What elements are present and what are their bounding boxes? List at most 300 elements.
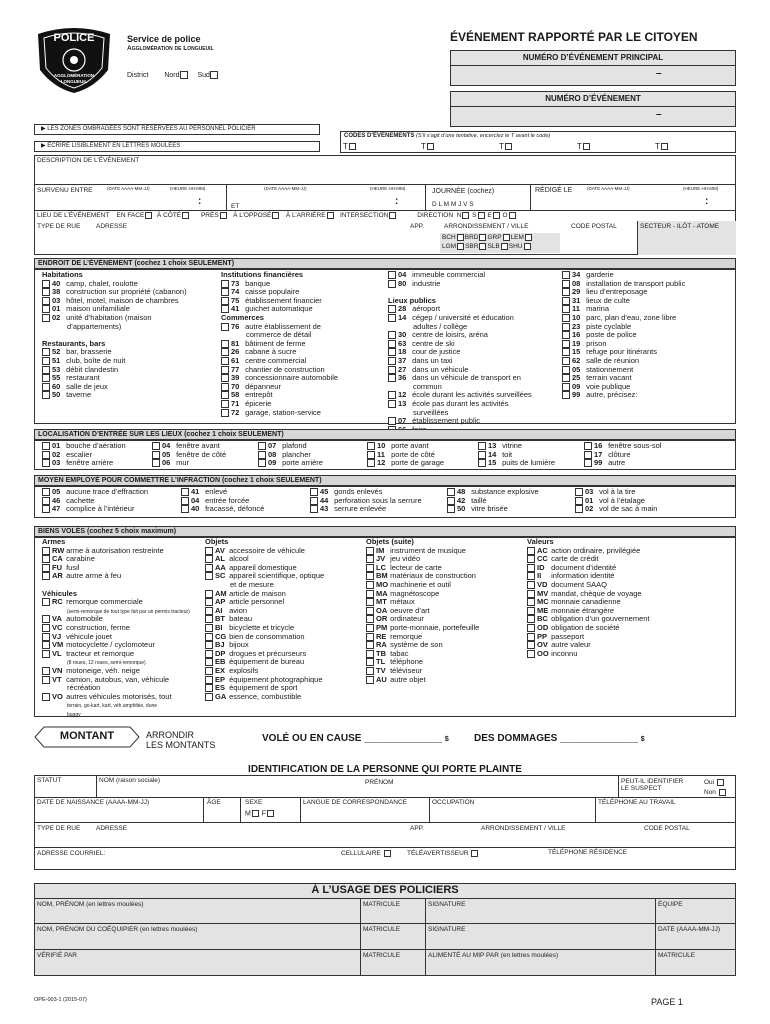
checkbox[interactable] bbox=[562, 323, 570, 331]
checkbox[interactable] bbox=[527, 581, 535, 589]
option-ex[interactable]: EX explosifs bbox=[205, 667, 324, 676]
checkbox[interactable] bbox=[562, 271, 570, 279]
checkbox[interactable] bbox=[367, 442, 375, 450]
checkbox[interactable] bbox=[527, 650, 535, 658]
option-51[interactable]: 51 club, boîte de nuit bbox=[42, 357, 187, 366]
checkbox[interactable] bbox=[221, 374, 229, 382]
option-ca[interactable]: CA carabine bbox=[42, 555, 190, 564]
option-12[interactable]: 12 porte de garage bbox=[367, 459, 444, 468]
option-55[interactable]: 55 restaurant bbox=[42, 374, 187, 383]
checkbox[interactable] bbox=[388, 366, 396, 374]
dommages-field[interactable]: DES DOMMAGES ____________________ $ bbox=[474, 733, 645, 744]
checkbox[interactable] bbox=[584, 451, 592, 459]
checkbox[interactable] bbox=[388, 374, 396, 382]
checkbox[interactable] bbox=[562, 391, 570, 399]
sexe-options[interactable]: M F bbox=[245, 810, 275, 817]
checkbox[interactable] bbox=[527, 590, 535, 598]
option-77[interactable]: 77 chantier de construction bbox=[221, 366, 338, 375]
option-bm[interactable]: BM matériaux de construction bbox=[366, 572, 479, 581]
option-13[interactable]: 13 école pas durant les activités bbox=[388, 400, 532, 409]
option-ov[interactable]: OV autre valeur bbox=[527, 641, 650, 650]
option-60[interactable]: 60 salle de jeux bbox=[42, 383, 187, 392]
checkbox[interactable] bbox=[367, 451, 375, 459]
checkbox[interactable] bbox=[478, 442, 486, 450]
checkbox[interactable] bbox=[527, 572, 535, 580]
option-06[interactable]: 06 mur bbox=[152, 459, 226, 468]
option-bj[interactable]: BJ bijoux bbox=[205, 641, 324, 650]
checkbox[interactable] bbox=[42, 667, 50, 675]
checkbox[interactable] bbox=[527, 633, 535, 641]
checkbox[interactable] bbox=[42, 391, 50, 399]
option-me[interactable]: ME monnaie étrangère bbox=[527, 607, 650, 616]
option-70[interactable]: 70 dépanneur bbox=[221, 383, 338, 392]
checkbox[interactable] bbox=[42, 374, 50, 382]
checkbox[interactable] bbox=[366, 555, 374, 563]
checkbox[interactable] bbox=[366, 581, 374, 589]
code-slot-4[interactable]: T bbox=[577, 142, 591, 151]
checkbox[interactable] bbox=[205, 641, 213, 649]
checkbox[interactable] bbox=[575, 505, 583, 513]
option-81[interactable]: 81 bâtiment de ferme bbox=[221, 340, 338, 349]
code-slot-3[interactable]: T bbox=[499, 142, 513, 151]
checkbox[interactable] bbox=[42, 288, 50, 296]
checkbox[interactable] bbox=[366, 658, 374, 666]
checkbox[interactable] bbox=[366, 590, 374, 598]
option-23[interactable]: 23 piste cyclable bbox=[562, 323, 685, 332]
checkbox[interactable] bbox=[42, 297, 50, 305]
suspect-oui[interactable]: Oui bbox=[704, 779, 725, 786]
checkbox[interactable] bbox=[584, 459, 592, 467]
option-02[interactable]: 02 vol de sac à main bbox=[575, 505, 657, 514]
option-10[interactable]: 10 porte avant bbox=[367, 442, 444, 451]
cellulaire-option[interactable]: CELLULAIRE bbox=[341, 850, 392, 857]
checkbox[interactable] bbox=[205, 564, 213, 572]
checkbox[interactable] bbox=[221, 383, 229, 391]
checkbox[interactable] bbox=[42, 314, 50, 322]
event-number-box[interactable]: NUMÉRO D’ÉVÉNEMENT – bbox=[450, 91, 736, 127]
option-11[interactable]: 11 marina bbox=[562, 305, 685, 314]
checkbox[interactable] bbox=[221, 391, 229, 399]
option-73[interactable]: 73 banque bbox=[221, 280, 338, 289]
checkbox[interactable] bbox=[42, 348, 50, 356]
sud-checkbox[interactable] bbox=[210, 71, 218, 79]
option-15[interactable]: 15 puits de lumière bbox=[478, 459, 555, 468]
option-lc[interactable]: LC lecteur de carte bbox=[366, 564, 479, 573]
option-44[interactable]: 44 perforation sous la serrure bbox=[310, 497, 422, 506]
option-25[interactable]: 25 terrain vacant bbox=[562, 374, 685, 383]
checkbox[interactable] bbox=[221, 409, 229, 417]
checkbox[interactable] bbox=[366, 598, 374, 606]
checkbox[interactable] bbox=[42, 459, 50, 467]
option-av[interactable]: AV accessoire de véhicule bbox=[205, 547, 324, 556]
checkbox[interactable] bbox=[527, 547, 535, 555]
option-vd[interactable]: VD document SAAQ bbox=[527, 581, 650, 590]
option-dp[interactable]: DP drogues et précurseurs bbox=[205, 650, 324, 659]
option-04[interactable]: 04 fenêtre avant bbox=[152, 442, 226, 451]
option-pm[interactable]: PM porte-monnaie, portefeuille bbox=[366, 624, 479, 633]
option-al[interactable]: AL alcool bbox=[205, 555, 324, 564]
option-61[interactable]: 61 centre commercial bbox=[221, 357, 338, 366]
checkbox[interactable] bbox=[584, 442, 592, 450]
option-80[interactable]: 80 industrie bbox=[388, 280, 532, 289]
option-es[interactable]: ES équipement de sport bbox=[205, 684, 324, 693]
checkbox[interactable] bbox=[527, 598, 535, 606]
checkbox[interactable] bbox=[562, 331, 570, 339]
checkbox[interactable] bbox=[562, 280, 570, 288]
checkbox[interactable] bbox=[258, 442, 266, 450]
checkbox[interactable] bbox=[205, 667, 213, 675]
checkbox[interactable] bbox=[42, 357, 50, 365]
checkbox[interactable] bbox=[42, 615, 50, 623]
checkbox[interactable] bbox=[447, 505, 455, 513]
suspect-non[interactable]: Non bbox=[704, 789, 727, 796]
option-od[interactable]: OD obligation de société bbox=[527, 624, 650, 633]
option-50[interactable]: 50 vitre brisée bbox=[447, 505, 539, 514]
option-ma[interactable]: MA magnétoscope bbox=[366, 590, 479, 599]
checkbox[interactable] bbox=[205, 693, 213, 701]
checkbox[interactable] bbox=[562, 305, 570, 313]
checkbox[interactable] bbox=[42, 488, 50, 496]
event-codes-box[interactable]: CODES D’ÉVÉNEMENTS (S’il s’agit d’une tentative, encerclez le T avant le code) T T T T T bbox=[340, 131, 736, 153]
option-vj[interactable]: VJ véhicule jouet bbox=[42, 633, 190, 642]
checkbox[interactable] bbox=[205, 615, 213, 623]
option-37[interactable]: 37 dans un taxi bbox=[388, 357, 532, 366]
checkbox[interactable] bbox=[527, 555, 535, 563]
checkbox[interactable] bbox=[205, 650, 213, 658]
checkbox[interactable] bbox=[42, 693, 50, 701]
option-ga[interactable]: GA essence, combustible bbox=[205, 693, 324, 702]
checkbox[interactable] bbox=[562, 297, 570, 305]
checkbox[interactable] bbox=[367, 459, 375, 467]
checkbox[interactable] bbox=[258, 451, 266, 459]
option-sc[interactable]: SC appareil scientifique, optique bbox=[205, 572, 324, 581]
checkbox[interactable] bbox=[221, 400, 229, 408]
checkbox[interactable] bbox=[152, 459, 160, 467]
option-am[interactable]: AM article de maison bbox=[205, 590, 324, 599]
option-aa[interactable]: AA appareil domestique bbox=[205, 564, 324, 573]
option-mt[interactable]: MT métaux bbox=[366, 598, 479, 607]
vole-field[interactable]: VOLÉ OU EN CAUSE ____________________ $ bbox=[262, 733, 449, 744]
option-oa[interactable]: OA oeuvre d’art bbox=[366, 607, 479, 616]
option-ap[interactable]: AP article personnel bbox=[205, 598, 324, 607]
option-76[interactable]: 76 autre établissement de bbox=[221, 323, 338, 332]
option-41[interactable]: 41 enlevé bbox=[181, 488, 264, 497]
checkbox[interactable] bbox=[388, 340, 396, 348]
option-05[interactable]: 05 stationnement bbox=[562, 366, 685, 375]
option-vl[interactable]: VL tracteur et remorque bbox=[42, 650, 190, 659]
option-17[interactable]: 17 clôture bbox=[584, 451, 661, 460]
checkbox[interactable] bbox=[388, 331, 396, 339]
checkbox[interactable] bbox=[562, 357, 570, 365]
option-bt[interactable]: BT bateau bbox=[205, 615, 324, 624]
option-14[interactable]: 14 cégep / université et éducation bbox=[388, 314, 532, 323]
option-15[interactable]: 15 refuge pour itinérants bbox=[562, 348, 685, 357]
option-72[interactable]: 72 garage, station-service bbox=[221, 409, 338, 418]
option-18[interactable]: 18 cour de justice bbox=[388, 348, 532, 357]
checkbox[interactable] bbox=[366, 615, 374, 623]
option-99[interactable]: 99 autre bbox=[584, 459, 661, 468]
option-12[interactable]: 12 école durant les activités surveillées bbox=[388, 391, 532, 400]
checkbox[interactable] bbox=[181, 505, 189, 513]
checkbox[interactable] bbox=[205, 555, 213, 563]
checkbox[interactable] bbox=[527, 624, 535, 632]
checkbox[interactable] bbox=[310, 497, 318, 505]
option-ai[interactable]: AI avion bbox=[205, 607, 324, 616]
checkbox[interactable] bbox=[366, 607, 374, 615]
checkbox[interactable] bbox=[562, 348, 570, 356]
option-14[interactable]: 14 toit bbox=[478, 451, 555, 460]
option-04[interactable]: 04 immeuble commercial bbox=[388, 271, 532, 280]
checkbox[interactable] bbox=[221, 357, 229, 365]
option-mc[interactable]: MC monnaie canadienne bbox=[527, 598, 650, 607]
checkbox[interactable] bbox=[388, 271, 396, 279]
checkbox[interactable] bbox=[388, 391, 396, 399]
checkbox[interactable] bbox=[42, 624, 50, 632]
option-16[interactable]: 16 fenêtre sous-sol bbox=[584, 442, 661, 451]
code-slot-1[interactable]: T bbox=[343, 142, 357, 151]
option-im[interactable]: IM instrument de musique bbox=[366, 547, 479, 556]
option-99[interactable]: 99 autre, précisez: bbox=[562, 391, 685, 400]
checkbox[interactable] bbox=[42, 366, 50, 374]
option-07[interactable]: 07 établissement public bbox=[388, 417, 532, 426]
option-vc[interactable]: VC construction, ferme bbox=[42, 624, 190, 633]
checkbox[interactable] bbox=[366, 547, 374, 555]
option-oo[interactable]: OO inconnu bbox=[527, 650, 650, 659]
checkbox[interactable] bbox=[366, 564, 374, 572]
option-40[interactable]: 40 fracassé, défoncé bbox=[181, 505, 264, 514]
checkbox[interactable] bbox=[527, 641, 535, 649]
option-08[interactable]: 08 plancher bbox=[258, 451, 323, 460]
option-13[interactable]: 13 vitrine bbox=[478, 442, 555, 451]
option-rc[interactable]: RC remorque commerciale bbox=[42, 598, 190, 607]
checkbox[interactable] bbox=[366, 633, 374, 641]
checkbox[interactable] bbox=[527, 607, 535, 615]
checkbox[interactable] bbox=[562, 374, 570, 382]
option-40[interactable]: 40 camp, chalet, roulotte bbox=[42, 280, 187, 289]
checkbox[interactable] bbox=[42, 305, 50, 313]
checkbox[interactable] bbox=[42, 650, 50, 658]
option-26[interactable]: 26 cabane à sucre bbox=[221, 348, 338, 357]
checkbox[interactable] bbox=[366, 650, 374, 658]
checkbox[interactable] bbox=[205, 572, 213, 580]
code-slot-5[interactable]: T bbox=[655, 142, 669, 151]
option-01[interactable]: 01 bouche d’aération bbox=[42, 442, 126, 451]
option-05[interactable]: 05 fenêtre de côté bbox=[152, 451, 226, 460]
checkbox[interactable] bbox=[366, 572, 374, 580]
option-04[interactable]: 04 entrée forcée bbox=[181, 497, 264, 506]
option-08[interactable]: 08 installation de transport public bbox=[562, 280, 685, 289]
option-vo[interactable]: VO autres véhicules motorisés, tout bbox=[42, 693, 190, 702]
checkbox[interactable] bbox=[447, 497, 455, 505]
option-tb[interactable]: TB tabac bbox=[366, 650, 479, 659]
option-ra[interactable]: RA système de son bbox=[366, 641, 479, 650]
checkbox[interactable] bbox=[388, 400, 396, 408]
checkbox[interactable] bbox=[562, 288, 570, 296]
checkbox[interactable] bbox=[205, 676, 213, 684]
option-vm[interactable]: VM motocyclette / cyclomoteur bbox=[42, 641, 190, 650]
checkbox[interactable] bbox=[221, 288, 229, 296]
checkbox[interactable] bbox=[527, 615, 535, 623]
main-event-number-box[interactable]: NUMÉRO D’ÉVÉNEMENT PRINCIPAL – bbox=[450, 50, 736, 86]
option-47[interactable]: 47 complice à l’intérieur bbox=[42, 505, 148, 514]
option-re[interactable]: RE remorque bbox=[366, 633, 479, 642]
checkbox[interactable] bbox=[562, 366, 570, 374]
option-02[interactable]: 02 unité d’habitation (maison bbox=[42, 314, 187, 323]
checkbox[interactable] bbox=[478, 451, 486, 459]
option-48[interactable]: 48 substance explosive bbox=[447, 488, 539, 497]
option-cc[interactable]: CC carte de crédit bbox=[527, 555, 650, 564]
option-31[interactable]: 31 lieux de culte bbox=[562, 297, 685, 306]
option-id[interactable]: ID document d’identité bbox=[527, 564, 650, 573]
option-jv[interactable]: JV jeu vidéo bbox=[366, 555, 479, 564]
option-vt[interactable]: VT camion, autobus, van, véhicule bbox=[42, 676, 190, 685]
checkbox[interactable] bbox=[575, 488, 583, 496]
option-ac[interactable]: AC action ordinaire, privilégiée bbox=[527, 547, 650, 556]
checkbox[interactable] bbox=[42, 451, 50, 459]
checkbox[interactable] bbox=[388, 280, 396, 288]
option-74[interactable]: 74 caisse populaire bbox=[221, 288, 338, 297]
option-16[interactable]: 16 poste de police bbox=[562, 331, 685, 340]
checkbox[interactable] bbox=[205, 684, 213, 692]
option-75[interactable]: 75 établissement financier bbox=[221, 297, 338, 306]
option-03[interactable]: 03 fenêtre arrière bbox=[42, 459, 126, 468]
checkbox[interactable] bbox=[388, 357, 396, 365]
checkbox[interactable] bbox=[205, 633, 213, 641]
option-29[interactable]: 29 lieu d’entreposage bbox=[562, 288, 685, 297]
option-03[interactable]: 03 vol à la tire bbox=[575, 488, 657, 497]
checkbox[interactable] bbox=[221, 348, 229, 356]
option-27[interactable]: 27 dans un véhicule bbox=[388, 366, 532, 375]
checkbox[interactable] bbox=[310, 488, 318, 496]
code-slot-2[interactable]: T bbox=[421, 142, 435, 151]
checkbox[interactable] bbox=[527, 564, 535, 572]
option-01[interactable]: 01 vol à l’étalage bbox=[575, 497, 657, 506]
option-71[interactable]: 71 épicerie bbox=[221, 400, 338, 409]
checkbox[interactable] bbox=[447, 488, 455, 496]
option-42[interactable]: 42 taillé bbox=[447, 497, 539, 506]
checkbox[interactable] bbox=[42, 641, 50, 649]
checkbox[interactable] bbox=[205, 624, 213, 632]
option-au[interactable]: AU autre objet bbox=[366, 676, 479, 685]
checkbox[interactable] bbox=[205, 547, 213, 555]
checkbox[interactable] bbox=[181, 497, 189, 505]
option-19[interactable]: 19 prison bbox=[562, 340, 685, 349]
option-01[interactable]: 01 maison unifamiliale bbox=[42, 305, 187, 314]
checkbox[interactable] bbox=[42, 555, 50, 563]
option-09[interactable]: 09 porte arrière bbox=[258, 459, 323, 468]
option-bi[interactable]: BI bicyclette et tricycle bbox=[205, 624, 324, 633]
option-fu[interactable]: FU fusil bbox=[42, 564, 190, 573]
option-30[interactable]: 30 centre de loisirs, aréna bbox=[388, 331, 532, 340]
option-03[interactable]: 03 hôtel, motel, maison de chambres bbox=[42, 297, 187, 306]
checkbox[interactable] bbox=[388, 314, 396, 322]
option-52[interactable]: 52 bar, brasserie bbox=[42, 348, 187, 357]
option-34[interactable]: 34 garderie bbox=[562, 271, 685, 280]
option-36[interactable]: 36 dans un véhicule de transport en bbox=[388, 374, 532, 383]
checkbox[interactable] bbox=[366, 667, 374, 675]
option-07[interactable]: 07 plafond bbox=[258, 442, 323, 451]
checkbox[interactable] bbox=[221, 323, 229, 331]
option-va[interactable]: VA automobile bbox=[42, 615, 190, 624]
option-11[interactable]: 11 porte de côté bbox=[367, 451, 444, 460]
checkbox[interactable] bbox=[152, 442, 160, 450]
checkbox[interactable] bbox=[575, 497, 583, 505]
checkbox[interactable] bbox=[42, 442, 50, 450]
option-10[interactable]: 10 parc, plan d’eau, zone libre bbox=[562, 314, 685, 323]
option-05[interactable]: 05 aucune trace d’effraction bbox=[42, 488, 148, 497]
checkbox[interactable] bbox=[42, 497, 50, 505]
option-63[interactable]: 63 centre de ski bbox=[388, 340, 532, 349]
checkbox[interactable] bbox=[42, 633, 50, 641]
checkbox[interactable] bbox=[42, 505, 50, 513]
option-vn[interactable]: VN motoneige, véh. neige bbox=[42, 667, 190, 676]
checkbox[interactable] bbox=[562, 314, 570, 322]
checkbox[interactable] bbox=[152, 451, 160, 459]
checkbox[interactable] bbox=[181, 488, 189, 496]
option-ar[interactable]: AR autre arme à feu bbox=[42, 572, 190, 581]
checkbox[interactable] bbox=[366, 624, 374, 632]
checkbox[interactable] bbox=[205, 590, 213, 598]
option-ep[interactable]: EP équipement photographique bbox=[205, 676, 324, 685]
option-53[interactable]: 53 débit clandestin bbox=[42, 366, 187, 375]
checkbox[interactable] bbox=[42, 280, 50, 288]
option-58[interactable]: 58 entrepôt bbox=[221, 391, 338, 400]
option-45[interactable]: 45 gonds enlevés bbox=[310, 488, 422, 497]
checkbox[interactable] bbox=[258, 459, 266, 467]
checkbox[interactable] bbox=[310, 505, 318, 513]
option-62[interactable]: 62 salle de réunion bbox=[562, 357, 685, 366]
checkbox[interactable] bbox=[42, 598, 50, 606]
checkbox[interactable] bbox=[388, 348, 396, 356]
option-cg[interactable]: CG bien de consommation bbox=[205, 633, 324, 642]
option-39[interactable]: 39 concessionnaire automobile bbox=[221, 374, 338, 383]
option-pp[interactable]: PP passeport bbox=[527, 633, 650, 642]
checkbox[interactable] bbox=[366, 641, 374, 649]
checkbox[interactable] bbox=[221, 280, 229, 288]
option-bc[interactable]: BC obligation d’un gouvernement bbox=[527, 615, 650, 624]
checkbox[interactable] bbox=[205, 658, 213, 666]
televerti-option[interactable]: TÉLÉAVERTISSEUR bbox=[407, 850, 479, 857]
checkbox[interactable] bbox=[42, 547, 50, 555]
option-43[interactable]: 43 serrure enlevée bbox=[310, 505, 422, 514]
option-38[interactable]: 38 construction sur propriété (cabanon) bbox=[42, 288, 187, 297]
option-28[interactable]: 28 aéroport bbox=[388, 305, 532, 314]
option-50[interactable]: 50 taverne bbox=[42, 391, 187, 400]
option-tl[interactable]: TL téléphone bbox=[366, 658, 479, 667]
option-mo[interactable]: MO machinerie et outil bbox=[366, 581, 479, 590]
checkbox[interactable] bbox=[562, 383, 570, 391]
option-02[interactable]: 02 escalier bbox=[42, 451, 126, 460]
option-or[interactable]: OR ordinateur bbox=[366, 615, 479, 624]
checkbox[interactable] bbox=[42, 572, 50, 580]
option-eb[interactable]: EB équipement de bureau bbox=[205, 658, 324, 667]
checkbox[interactable] bbox=[562, 340, 570, 348]
checkbox[interactable] bbox=[388, 305, 396, 313]
checkbox[interactable] bbox=[478, 459, 486, 467]
checkbox[interactable] bbox=[205, 598, 213, 606]
checkbox[interactable] bbox=[221, 297, 229, 305]
option-46[interactable]: 46 cachette bbox=[42, 497, 148, 506]
option-mv[interactable]: MV mandat, chèque de voyage bbox=[527, 590, 650, 599]
checkbox[interactable] bbox=[42, 676, 50, 684]
option-41[interactable]: 41 guichet automatique bbox=[221, 305, 338, 314]
nord-checkbox[interactable] bbox=[180, 71, 188, 79]
option-tv[interactable]: TV téléviseur bbox=[366, 667, 479, 676]
checkbox[interactable] bbox=[42, 383, 50, 391]
checkbox[interactable] bbox=[221, 366, 229, 374]
checkbox[interactable] bbox=[42, 564, 50, 572]
option-rw[interactable]: RW arme à autorisation restreinte bbox=[42, 547, 190, 556]
